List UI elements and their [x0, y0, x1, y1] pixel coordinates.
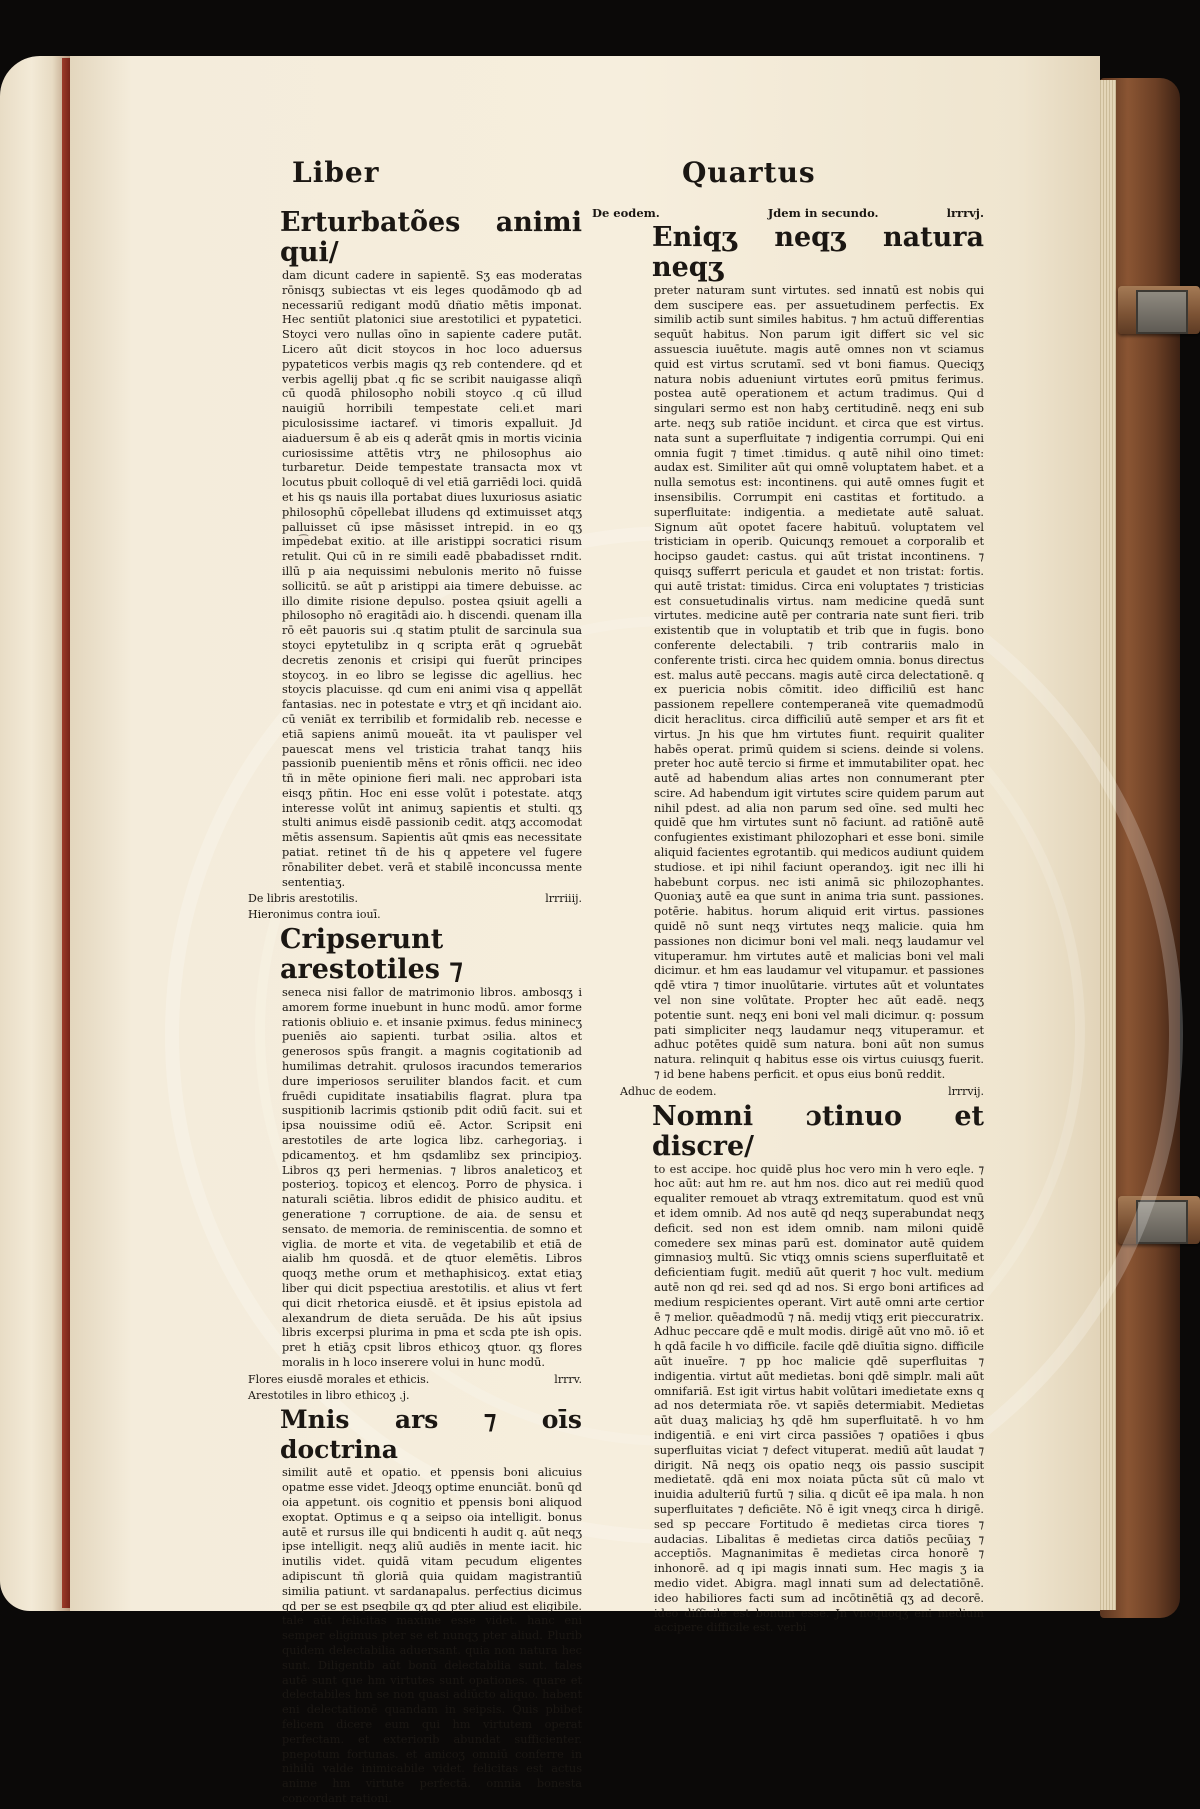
chapter-reference-label: Adhuc de eodem.	[620, 1084, 717, 1098]
section-text: preter naturam sunt virtutes. sed innatū est nobis qui dem suscipere eas. per assuetudinem perfectis. Ex similib actib sunt similes habitus. ⁊ hm actuū differentias sequūt habitus. Non parum igit differt sic vel sic assuescia iuuētute. magis autē omnes non vt sciamus quid est virtus scrutamī. sed vt boni fiamus. Queciqʒ natura nobis adueniunt virtutes eorū pmitus ferimus. postea autē operationem et actum tradimus. Qui d singulari sermo est non habʒ certitudinē. neqʒ eni sub arte. neqʒ sub ratiōe incidunt. et circa que est virtus. nata sunt a superfluitate ⁊ indigentia corrumpi. Qui eni omnia fugit ⁊ timet .timidus. q autē nihil oino timet: audax est. Similiter aūt qui omnē voluptatem habet. et a nulla semotus est: incontinens. qui autē omnes fugit et insensibilis. Corrumpit eni castitas et fortitudo. a superfluitate: indigentia. a medietate autē saluat. Signum aūt opotet facere habituū. voluptatem vel tristiciam in operib. Quicunqʒ remouet a corporalib et hocipso gaudet: castus. qui aūt tristat incontinens. ⁊ quisqʒ sufferrt pericula et gaudet et non tristat: fortis. qui autē tristat: timidus. Circa eni voluptates ⁊ tristicias est consuetudinalis virtus. nam medicine quedā sunt virtutes. medicine autē per contraria nate sunt fieri. trib existentib que in voluptatib et trib que in fugis. bono conferente delectabili. ⁊ trib contrariis malo in conferente tristi. circa hec quidem omnia. bonus directus est. malus autē peccans. magis autē circa delectationē. q ex puericia nobis cōmitit. ideo difficiliū est hanc passionem repellere contemperaneā vite quemadmodū dicit heraclitus. circa difficiliū autē semper et ars fit et virtus. Jn his que hm virtutes fiunt. requirit qualiter habēs operat. primū quidem si sciens. deinde si volens. preter hoc autē tercio si firme et immutabiliter opat. hec autē ad habendum alias artes non connumerant pter scire. Ad habendum igit virtutes scire quidem parum aut nihil pdest. ad alia non parum sed oīne. sed multi hec quidē que hm virtutes sunt nō faciunt. ad ratiōnē autē confugientes existimant philozophari et esse boni. simile aliquid facientes egrotantib. qui medicos audiunt quidem studiose. et ipi nihil faciunt operandoʒ. igit nec illi hi habebunt corpus. nec isti animā sic philozophantes. Quoniaʒ autē ea que sunt in anima tria sunt. passiones. potērie. habitus. horum aliquid erit virtus. passiones quidē nō sunt neqʒ virtutes neqʒ malicie. quia hm passiones non dicimur boni vel mali. neqʒ laudamur vel vituperamur. hm virtutes autē et malicias boni vel mali dicimur. et hm eas laudamur vel vitupamur. et passiones qdē vtira ⁊ timor inuolūtarie. virtutes aūt et voluntates vel non sine volūtate. Propter hec aūt eadē. neqʒ potentie sunt. neqʒ eni boni vel mali dicimur. q: possum pati simpliciter neqʒ laudamur neqʒ vituperamur. et adhuc potētes quidē sum natura. boni aūt non sumus natura. relinquit q habitus esse ois virtus cuiusqʒ fuerit. ⁊ id bene habens perficit. et opus eius bonū reddit.	[654, 283, 984, 1082]
section-incipit: Nomni ɔtinuo et discre/	[652, 1100, 984, 1162]
left-page-edge	[0, 56, 70, 1611]
section-incipit: Mnis ars ⁊ oīs doctrina	[280, 1405, 582, 1465]
section-incipit: Cripserunt arestotiles ⁊	[280, 924, 463, 986]
section-text: seneca nisi fallor de matrimonio libros. ambosqʒ i amorem forme inuebunt in hunc modū. amor forme rationis obliuio e. et insanie pximus. fedus mininecʒ pueniēs aio sapienti. turbat ɔsilia. altos et generosos spūs frangit. a magnis cogitationib ad humilimas detrahit. qrulosos iracundos temerarios dure imperiosos seruiliter blandos facit. et cum fruēdi cupiditate insatiabilis flagrat. plura tpa suspitionib lacrimis qstionib pdit odiū facit. sui et ipsa nouissime odiū eē. Actor. Scripsit eni arestotiles de arte logica libz. carhegoriaʒ. i pdicamentoʒ. et hm qsdamlibz sex principioʒ. Libros qʒ peri hermenias. ⁊ libros analeticoʒ et posterioʒ. topicoʒ et elencoʒ. Porro de physica. i naturali sciētia. libros edidit de phisico auditu. et generatione ⁊ corruptione. de aia. de sensu et sensato. de memoria. de reminiscentia. de somno et viglia. de morte et vita. de vegetabilib et etiā de aialib hm quosdā. et de qtuor elemētis. Libros quoqʒ methe orum et methaphisicoʒ. extat etiaʒ liber qui dicit pspectiua arestotilis. et alius vt fert qui dicit rhetorica eiusdē. et ēt ipsius epistola ad alexandrum de dieta seruāda. De his aūt ipsius libris excerpsi plurima in pma et scda pte ish opis. pret h etiāʒ cpsit libros ethicoʒ qtuor. qʒ flores moralis in h loco inserere volui in hunc modū.	[282, 986, 582, 1369]
chapter-reference	[592, 1085, 984, 1100]
left-column	[220, 206, 582, 1809]
section-text: to est accipe. hoc quidē plus hoc vero min h vero eqle. ⁊ hoc aūt: aut hm re. aut hm nos. dico aut rei mediū quod equaliter remouet ab vtraqʒ extremitatum. quod est vnū et idem omnib. Ad nos autē qd neqʒ superabundat neqʒ deficit. sed non est idem omnib. nam miloni quidē comedere sex minas parū est. dominator autē quidem gimnasioʒ multū. Sic vtiqʒ omnis sciens superfluitatē et deficientiam fugit. mediū aūt querit ⁊ hoc vult. medium autē non qd rei. sed qd ad nos. Si ergo boni artifices ad medium respicientes operant. Virt autē omni arte certior ē ⁊ melior. quēadmodū ⁊ nā. medij vtiqʒ erit pieccuratrix. Adhuc peccare qdē e mult modis. dirigē aūt vno mō. iō et h qdā facile h vo difficile. facile qdē diuītia signo. difficile aūt inueīre. ⁊ pp hoc malicie qdē superfluitas ⁊ indigentia. virtut aūt medietas. boni qdē simplr. mali aūt omnifariā. Est igit virtus habit volūtari imedietate exns q ad nos determiata rōe. vt sapiēs determiabit. Medietas aūt duaʒ maliciaʒ hʒ qdē hm superfluitatē. h vo hm indigentiā. e eni virt circa passiōes ⁊ opatiōes i qbus superfluitas viciat ⁊ defect vituperat. mediū aūt laudat ⁊ dirigit. Nā neqʒ ois opatio neqʒ ois passio suscipit medietatē. qdā eni mox noiata pūcta sūt cū malo vt inuidia adulteriū furtū ⁊ silia. q dicūt eē ipa mala. h non superfluitates ⁊ deficiēte. Nō ē igit vneqʒ circa h dirigē. sed sp peccare Fortitudo ē medietas circa tiores ⁊ audacias. Libalitas ē medietas circa datiōs pecūiaʒ ⁊ acceptiōs. Magnanimitas ē medietas circa honorē ⁊ inhonorē. ad q ipi magis innati sum. Hec magis ʒ ia medio videt. Abigra. magl innati sum ad delectatiōnē. ideo habiliores facti sum ad incōtinētiā qʒ ad decorē. ideo difficile est bonum esse. Jn vnoquoqʒ eni medium accipere difficile est. verbi	[654, 1162, 984, 1635]
source-attribution: Arestotiles in libro ethicoʒ .j.	[248, 1388, 410, 1402]
running-head-right: Quartus	[682, 156, 816, 189]
chapter-number: lrrrvij.	[948, 1084, 984, 1098]
running-head-left: Liber	[292, 156, 380, 189]
section-text: similit autē et opatio. et ppensis boni alicuius opatme esse videt. Jdeoqʒ optime enunciāt. bonū qd oia appetunt. ois cognitio et ppensis boni aliquod exoptat. Optimus e q a seipso oia intelligit. bonus autē et rursus ille qui bndicenti h audit q. aūt neqʒ ipse intelligit. neqʒ aliū audiēs in mente iacit. hic inutilis videt. quidā vitam pecudum eligentes adipiscunt tñ gloriā quia quidam magistrantiū similia patiunt. vt sardanapalus. perfectius dicimus qd per se est pseqbile qʒ qd pter aliud est eligibile. tale aūt felicitas maxime esse videt. hanc eni semper eligimus pter se et nunqʒ pter aliud. Plurib quidem delectabilia aduersant. quia non natura hec sunt. Diligentib aūt bonū delectabilia sunt. tales autē sunt que hm virtutes sunt opationes. quare et delectabiles hm se non quasi adiūcto aliquo. habent eni delectationē quandam in seipsis. Quis pbibet felicem dicere eum qui hm virtutem operat perfectam. et exteriorib abundat sufficienter. pnepotum fortunas. et amicoʒ omniū conferre in nihilū valde inimicabile videt. felicitas est actus anime hm virtute perfectā. omnia bonesta concordant rationi.	[282, 1466, 582, 1805]
column-heading-source: Jdem in secundo.	[767, 206, 879, 220]
chapter-number: lrrrvj.	[946, 206, 984, 220]
chapter-number: lrrrv.	[554, 1372, 582, 1386]
right-column	[592, 206, 984, 1638]
chapter-number: lrrriiij.	[545, 892, 582, 906]
right-page	[70, 56, 1100, 1805]
section-text: dam dicunt cadere in sapientē. Sʒ eas moderatas rōnisqʒ subiectas vt eis leges quodāmodo qb ad necessariū redigant modū dñatio mētis imponat. Hec sentiūt platonici siue arestotilici et pypatetici. Stoyci vero nullas oīno in sapiente cadere putāt. Licero aūt dicit stoycos in hoc loco aduersus pypateticos verbis magis qʒ reb contendere. qd et verbis agellij pbat .q fic se scribit nauigasse aliqñ cū quodā philosopho nobili stoyco .q cū illud nauigiū horribili tempestate celi.et mari piculosissime iactaref. vi timoris expalluit. Jd aiaduersum ē ab eis q aderāt qmis in mortis vicinia curiosissime attētis vtrʒ ne philosophus aio turbaretur. Deide tempestate transacta mox vt locutus pbuit colloquē di vel etiā garriēdi loci. quidā et his qs nauis illa portabat diues luxuriosus asiatic philosophū cōpellebat illudens qd extimuisset atqʒ palluisset cū ipse māsisset intrepid. in eo qʒ imp͡edebat exitio. at ille aristippi socratici risum retulit. Qui cū in re simili eadē pbabadisset rndit. illū p aia nequissimi nebulonis merito nō fuisse sollicitū. se aūt p aristippi aia timere debuisse. ac illo dimite risione depulso. postea qsiuit agelli a philosopho nō eragitādi aio. h discendi. quenam illa rō eēt pauoris sui .q statim ptulit de sarcinula sua stoyci epytetulibz in q scripta erāt q ɔgruebāt decretis zenonis et crisipi qui fuerūt principes stoycoʒ. in eo libro se legisse dic agellius. hec stoycis placuisse. qd cum eni animi visa q appellāt fantasias. nec in potestate e vtrʒ et qñ incidant aio. cū veniāt ex terribilib et formidalib reb. necesse e etiā sapiens animū moueāt. ita vt paulisper vel pauescat mens vel tristicia trahat tanqʒ hiis passionib puenientib mēns et rōnis officii. nec ideo tñ in mēte opinione fieri mali. nec approbari ista eisqʒ pñtin. Hoc eni esse volūt i potestate. atqʒ interesse volūt int animuʒ sapientis et stulti. qʒ stulti animus eisdē passionib cedit. atqʒ accomodat mētis assensum. Sapientis aūt qmis eas necessitate patiat. retinet tñ de his q appetere vel fugere rōnabiliter debet. verā et stabilē inconcussa mente sententiaʒ.	[282, 269, 582, 889]
chapter-reference-label: Flores eiusdē morales et ethicis.	[248, 1372, 430, 1386]
source-attribution: Hieronimus contra iouī.	[248, 908, 381, 922]
chapter-reference	[220, 1373, 582, 1388]
section-incipit: Eniqʒ neqʒ natura neqʒ	[652, 221, 984, 283]
chapter-reference	[220, 892, 582, 907]
column-heading-label: De eodem.	[592, 206, 660, 220]
chapter-reference-label: De libris arestotilis.	[248, 892, 358, 906]
section-incipit: Erturbatões animi qui/	[280, 207, 582, 268]
clasp-metal-upper	[1136, 290, 1188, 334]
column-heading	[592, 206, 984, 221]
clasp-strap-upper	[1118, 286, 1200, 334]
